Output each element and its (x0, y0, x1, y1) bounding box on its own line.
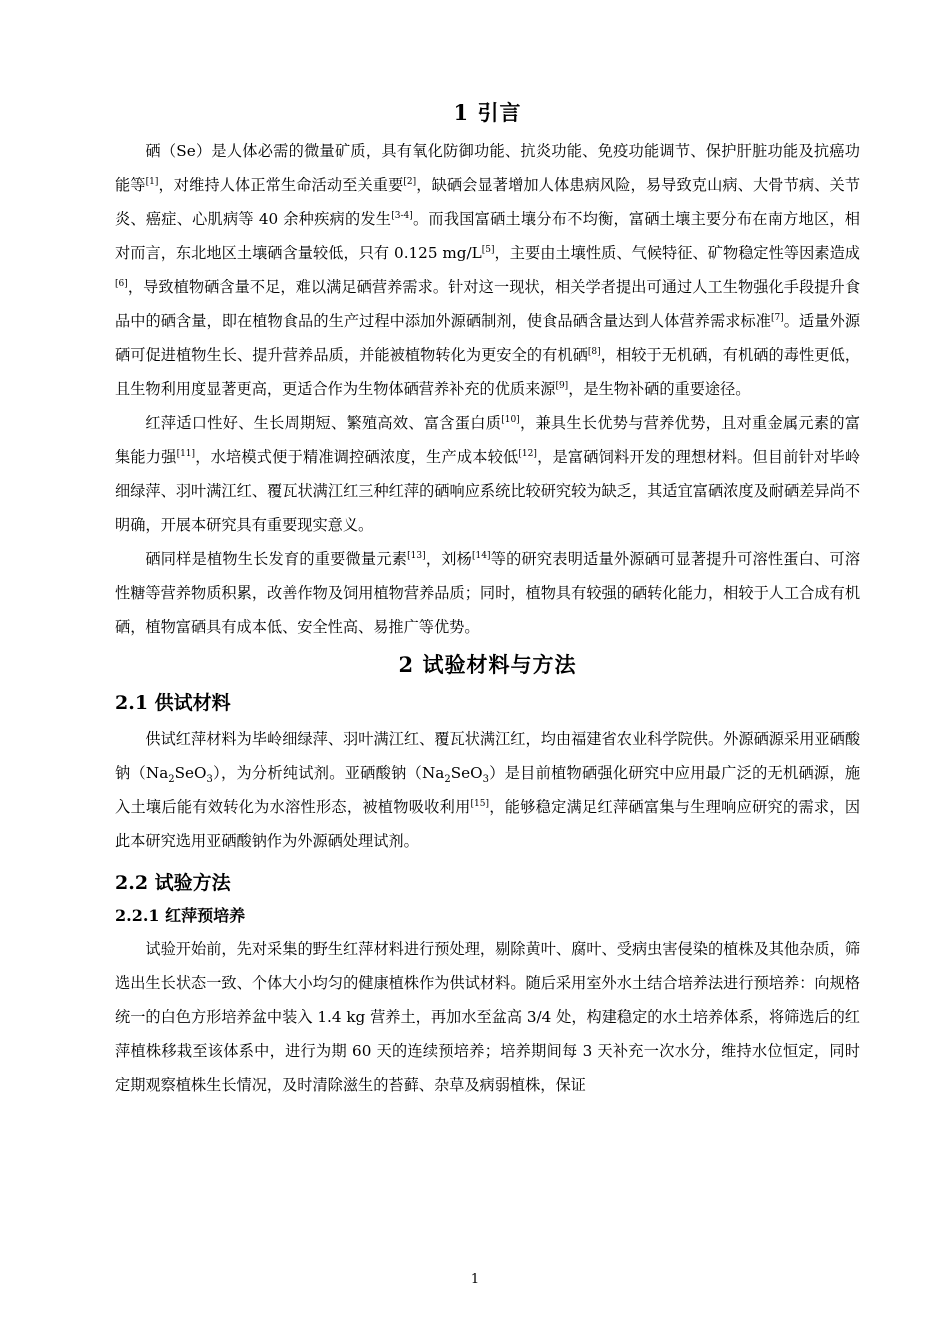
text-run: ）是目前植物硒强化研究中应用最广泛的无机硒源，施入土壤后能有效转化为水溶性形态，被植物吸收利用 (115, 764, 861, 816)
section-1-heading: 1 引言 (453, 100, 522, 125)
text-run: ），为分析纯试剂。亚硒酸钠（Na (212, 764, 445, 782)
text-run: ，水培模式便于精准调控硒浓度，生产成本较低 (195, 448, 519, 466)
text-run: 硒同样是植物生长发育的重要微量元素 (145, 550, 408, 568)
citation-ref: [2] (403, 176, 417, 187)
citation-ref: [8] (587, 346, 601, 357)
citation-ref: [15] (470, 798, 490, 809)
citation-ref: [7] (770, 312, 784, 323)
citation-ref: [11] (176, 448, 196, 459)
text-run: 。而我国富硒土壤分布不均衡，富硒土壤主要分布在南方地区，相对而言，东北地区土壤硒含量较低，只有 0.125 mg/L (115, 210, 860, 262)
subscript: 3 (482, 774, 489, 786)
text-run: ，缺硒会显著增加人体患病风险，易导致克山病、大骨节病、关节炎、癌症、心肌病等 40 余种疾病的发生 (115, 176, 861, 228)
citation-ref: [14] (472, 550, 491, 561)
section-2-heading: 2 试验材料与方法 (398, 652, 577, 677)
text-run: ，是生物补硒的重要途径。 (568, 380, 751, 398)
text-run: 硒（Se）是人体必需的微量矿质，具有氧化防御功能、抗炎功能、免疫功能调节、保护肝脏功能及抗癌功能等 (115, 142, 860, 194)
subsection-2-1-heading: 2.1 供试材料 (115, 692, 231, 714)
text-run: ，刘杨 (425, 550, 473, 568)
text-run: 供试红萍材料为毕岭细绿萍、羽叶满江红、覆瓦状满江红，均由福建省农业科学院供。外源硒源采用亚硒酸钠（Na (115, 730, 860, 782)
text-run: ，相较于无机硒，有机硒的毒性更低，且生物利用度显著更高，更适合作为生物体硒营养补充的优质来源 (115, 346, 861, 398)
page-number: 1 (470, 1272, 480, 1287)
text-run: 。适量外源硒可促进植物生长、提升营养品质，并能被植物转化为更安全的有机硒 (115, 312, 861, 364)
text-run: 等的研究表明适量外源硒可显著提升可溶性蛋白、可溶性糖等营养物质积累，改善作物及饲用植物营养品质；同时，植物具有较强的硒转化能力，相较于人工合成有机硒，植物富硒具有成本低、安全性高、易推广等优势。 (115, 550, 861, 636)
citation-ref: [12] (518, 448, 537, 459)
text-run: ，兼具生长优势与营养优势，且对重金属元素的富集能力强 (115, 414, 861, 466)
text-run: SeO (174, 764, 207, 782)
text-run: ，对维持人体正常生命活动至关重要 (158, 176, 404, 194)
text-run: 试验开始前，先对采集的野生红萍材料进行预处理，剔除黄叶、腐叶、受病虫害侵染的植株及其他杂质，筛选出生长状态一致、个体大小均匀的健康植株作为供试材料。随后采用室外水土结合培养法进行预培养：向规格统一的白色方形培养盆中装入 1.4 kg 营养土，再加水至盆高 3/4 处，构建稳定的水土培养体系，将筛选后的红萍植株移栽至该体系中，进行为期 60 天的连续预培养；培养期间每 3 天补充一次水分，维持水位恒定，同时定期观察植株生长情况，及时清除滋生的苔藓、杂草及病弱植株，保证 (115, 940, 860, 1094)
text-run: ，是富硒饲料开发的理想材料。但目前针对毕岭细绿萍、羽叶满江红、覆瓦状满江红三种红萍的硒响应系统比较研究较为缺乏，其适宜富硒浓度及耐硒差异尚不明确，开展本研究具有重要现实意义。 (115, 448, 861, 534)
paragraph (115, 542, 860, 644)
citation-ref: [10] (501, 414, 520, 425)
citation-ref: [5] (481, 244, 495, 255)
citation-ref: [3-4] (391, 210, 413, 221)
text-run: ，导致植物硒含量不足，难以满足硒营养需求。针对这一现状，相关学者提出可通过人工生物强化手段提升食品中的硒含量，即在植物食品的生产过程中添加外源硒制剂，使食品硒含量达到人体营养需求标准 (115, 278, 860, 330)
citation-ref: [6] (115, 278, 128, 289)
subscript: 3 (206, 774, 213, 786)
citation-ref: [13] (407, 550, 426, 561)
subsection-2-2-heading: 2.2 试验方法 (115, 872, 231, 894)
text-run: SeO (450, 764, 483, 782)
text-run: ，能够稳定满足红萍硒富集与生理响应研究的需求，因此本研究选用亚硒酸钠作为外源硒处理试剂。 (115, 798, 861, 850)
subscript: 2 (168, 774, 175, 786)
citation-ref: [9] (555, 380, 569, 391)
text-run: 红萍适口性好、生长周期短、繁殖高效、富含蛋白质 (145, 414, 502, 432)
page-content (115, 96, 860, 1102)
paragraph (115, 134, 860, 406)
text-run: ，主要由土壤性质、气候特征、矿物稳定性等因素造成 (494, 244, 860, 262)
paragraph (115, 406, 860, 542)
paragraph (115, 722, 860, 858)
subscript: 2 (444, 774, 451, 786)
subsection-2-2-1-heading: 2.2.1 红萍预培养 (115, 906, 246, 925)
citation-ref: [1] (145, 176, 159, 187)
paragraph (115, 932, 860, 1102)
